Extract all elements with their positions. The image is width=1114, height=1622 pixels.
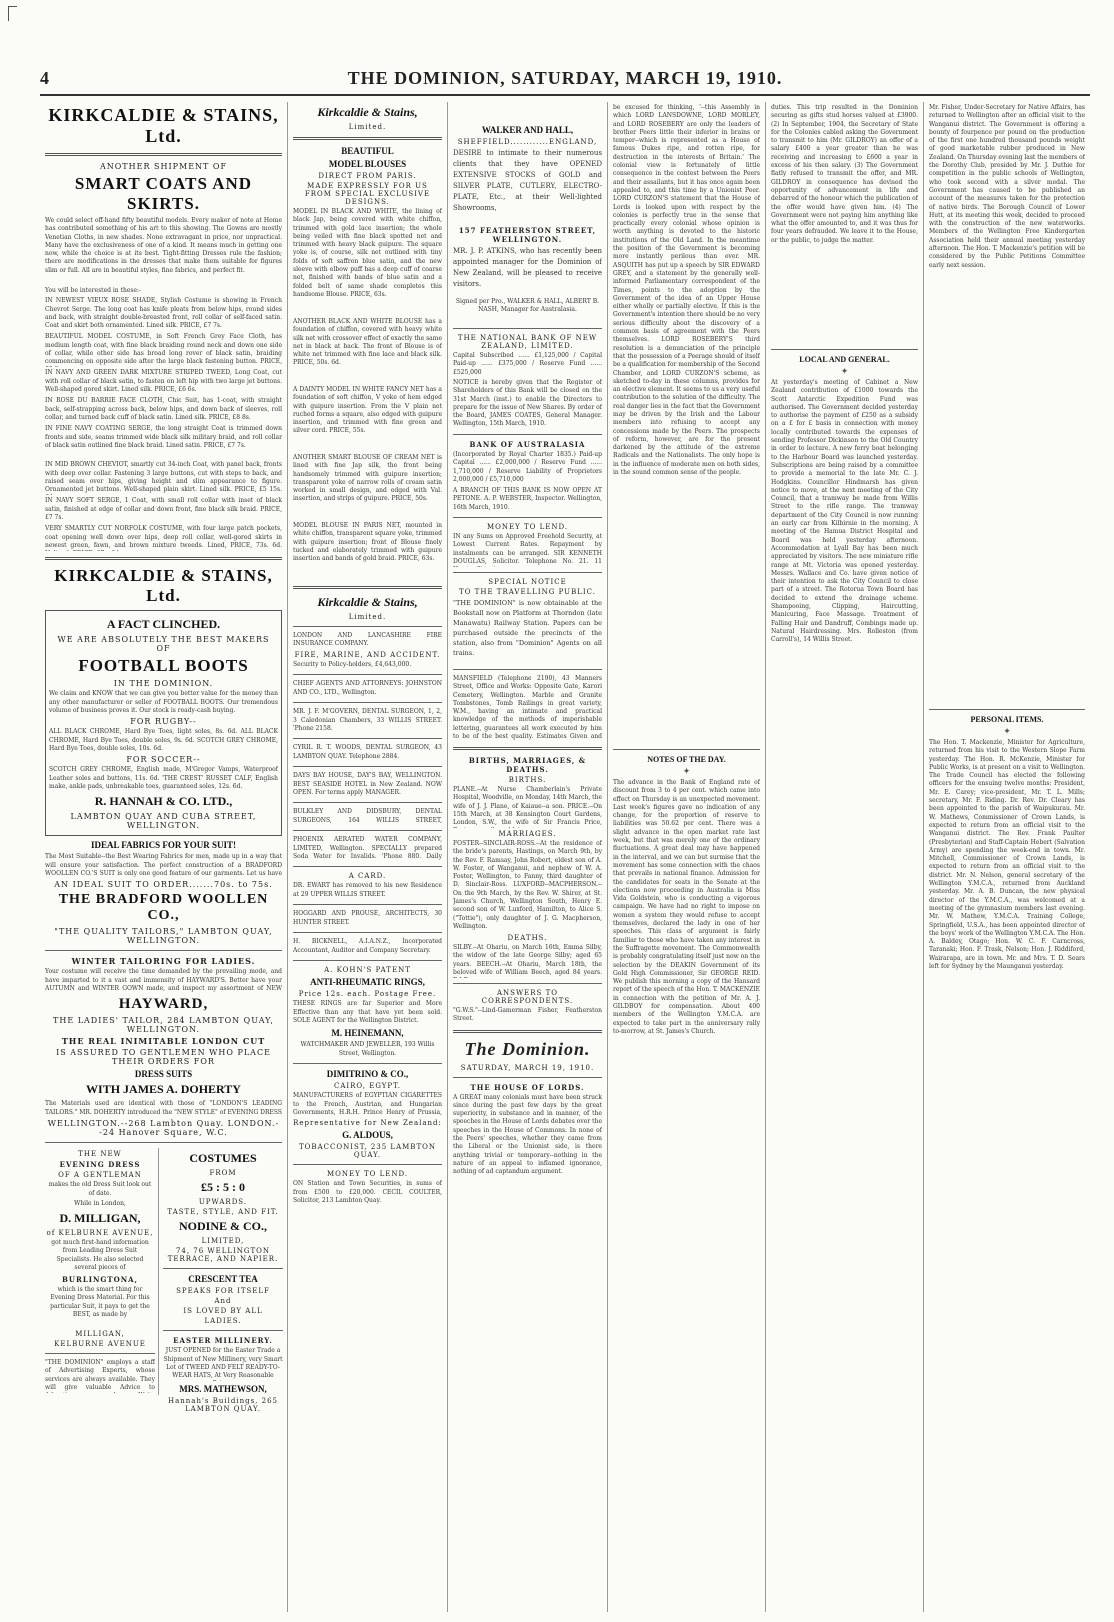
- mansfield-ad: MANSFIELD (Telephone 2190), 43 Manners Street, Office and Works: Opposite Gate, Karori Cemetery, Wellington. Marble and Granite Tombstones, Tomb Railings in great variety, W.M., having an intimate and practical knowledge of the methods of imperishable lettering, guarantees all work executed by him to be of the best quality. Estimates Given and: [453, 675, 602, 741]
- football-boots-title: FOOTBALL BOOTS: [78, 656, 249, 676]
- dominion-note: "THE DOMINION" employs a staff of Advertising Experts, whose services are always available. They will give valuable Advice to: [45, 1359, 155, 1392]
- milligan-line: While in London,: [74, 1199, 126, 1207]
- divider: [453, 669, 602, 670]
- fabrics-price: AN IDEAL SUIT TO ORDER.......70s. to 75s.: [54, 880, 273, 890]
- coat-item: VERY SMARTLY CUT NORFOLK COSTUME, with four large patch pockets, coat opening well down over hips, deep roll collar, well-gored skirts in newest green, fawn, and brown mixture tweeds. Lined, PRICE, 73s. 6d.: [45, 525, 282, 549]
- mathewson-address: Hannah's Buildings, 265 LAMBTON QUAY.: [168, 1397, 278, 1414]
- classified-ad: TOBACCONIST, 235 LAMBTON QUAY.: [299, 1143, 436, 1160]
- milligan-brand-2: MILLIGAN,: [75, 1330, 125, 1339]
- classified-ad: MANUFACTURERS of EGYPTIAN CIGARETTES to the French, Austrian, and Hungarian Governments, H.R.H. Prince Henry of Prussia,: [293, 1092, 442, 1116]
- coats-intro: We could select off-hand fifty beautiful models. Every maker of note at Home has contributed something of his art to this showing. The Gowns are mostly Venetian Cloths, in new shades. None extravagant in price, nor unpractical. Many have the exclusiveness of one of a kind. It means much in getting one now, while the choice is at its best. Tight-fitting Dresses rule the fashion; there are modifications in the dresses that make them suitable for figures slim or full. All are in beautiful styles, fine fabrics, and perfect fit.: [45, 217, 282, 274]
- kelburne-avenue: KELBURNE AVENUE: [54, 1340, 146, 1349]
- walker-signed: Signed per Pro., WALKER & HALL, ALBERT B. NASH, Manager for Australasia.: [455, 298, 600, 314]
- aldous: G. ALDOUS,: [342, 1130, 393, 1141]
- kirkcaldie-brand-2: KIRKCALDIE & STAINS, Ltd.: [54, 566, 273, 606]
- coat-item: IN NAVY SOFT SERGE, 1 Coat, with small roll collar with inset of black satin, finished at edge of collar and down front, fine black silk braid. PRICE, £7 7s.: [45, 497, 282, 521]
- divider: [453, 434, 602, 435]
- classified-ad: Price 12s. each. Postage Free.: [298, 990, 437, 999]
- ornament: ✦: [1003, 727, 1011, 737]
- costumes-price: £5 : 5 : 0: [201, 1180, 245, 1195]
- column-2: [288, 102, 448, 1612]
- doherty-brand: WITH JAMES A. DOHERTY: [86, 1082, 241, 1097]
- divider: [163, 1330, 283, 1331]
- divider: [453, 983, 602, 984]
- classified-ad: A. KOHN'S PATENT: [324, 966, 411, 975]
- dimitrino: DIMITRINO & CO.,: [326, 1069, 409, 1080]
- bank-notice: NOTICE is hereby given that the Register of Shareholders of this Bank will be closed on the 31st March (inst.) to enable the Directors to prepare for the issue of New Shares. By order of the Board, JAMES COATES, General Manager. Wellington, 15th March, 1910.: [453, 379, 602, 428]
- divider: [453, 747, 602, 750]
- rugby-items: ALL BLACK CHROME, Hard Bye Toes, light soles, 8s. 6d. ALL BLACK CHROME, Hard Bye Toes, double soles, 9s. 6d. SCOTCH GREY CHROME, Hard Bye Toes, double soles, 10s. 6d.: [49, 728, 278, 752]
- walker-text-2: MR. J. P. ATKINS, who has recently been appointed manager for the Dominion of New Zealand, will be pleased to receive visitors.: [453, 247, 602, 288]
- hayward-sub: THE LADIES' TAILOR, 284 LAMBTON QUAY, WELLINGTON.: [53, 1016, 274, 1035]
- money-text: IN any Sums on Approved Freehold Security, at Lowest Current Rates. Repayment by instalments can be arranged. SIR KENNETH DOUGLAS, Solicitor. Telephone No. 21. 11: [453, 533, 602, 565]
- marriages-head: MARRIAGES.: [498, 830, 557, 838]
- football-boots-ad: [45, 610, 282, 836]
- bank-of-australasia: BANK OF AUSTRALASIA: [469, 440, 586, 449]
- bmd-title: BIRTHS, MARRIAGES, & DEATHS.: [468, 756, 587, 774]
- divider: [293, 932, 442, 933]
- divider: [453, 572, 602, 573]
- fact-sub: WE ARE ABSOLUTELY THE BEST MAKERS OF: [57, 635, 270, 654]
- bradford-sub: "THE QUALITY TAILORS," LAMBTON QUAY, WELLINGTON.: [54, 927, 273, 946]
- divider: [45, 1353, 155, 1354]
- kirkcaldie-brand: KIRKCALDIE & STAINS, Ltd.: [48, 105, 279, 146]
- kirkcaldie-script-2: Kirkcaldie & Stains,: [317, 595, 418, 609]
- notes-of-the-day-title: NOTES OF THE DAY.: [647, 755, 726, 764]
- divider: [45, 1142, 282, 1143]
- classified-ad: THESE RINGS are far Superior and More Effective than any that have yet been sold. SOLE AGENT for the Wellington District.: [293, 1000, 442, 1024]
- fabrics-title: IDEAL FABRICS FOR YOUR SUIT!: [90, 840, 237, 851]
- classified-ad: HOGGARD AND PROUSE, ARCHITECTS, 30 HUNTER STREET.: [293, 910, 442, 926]
- page-number: 4: [40, 68, 49, 88]
- special-text: "THE DOMINION" is now obtainable at the Bookstall now on Platform at Thorndon (late Manawatu) Railway Station. Papers can be purchased outside the precincts of the station, also from "Dominion" Agents on all trains.: [453, 599, 602, 657]
- divider: [453, 328, 602, 329]
- hayward-brand: HAYWARD,: [118, 996, 209, 1013]
- smart-coats-headline: SMART COATS AND SKIRTS.: [74, 174, 253, 213]
- divider: [293, 702, 442, 703]
- divider: [771, 349, 918, 350]
- branch-notice: A BRANCH OF THIS BANK IS NOW OPEN AT PETONE. A. P. WEBSTER, Inspector. Wellington, 16th March, 1910.: [453, 487, 602, 511]
- walker-hall: WALKER AND HALL,: [481, 125, 574, 135]
- coat-item: IN FINE NAVY COATING SERGE, the long straight Coat is trimmed down fronts and side, seams trimmed wide black silk military braid, and roll collar of black satin outlined fine black braid. Lined satin. PRICE, £7 7s.: [45, 425, 282, 449]
- column-3: [448, 102, 608, 1612]
- crescent-tea: CRESCENT TEA: [188, 1274, 258, 1285]
- classified-ad: BULKLEY AND DIDSBURY, DENTAL SURGEONS, 164 WILLIS STREET,: [293, 808, 442, 824]
- walker-text: DESIRE to intimate to their numerous clients that they have OPENED EXTENSIVE STOCKS of GOLD and SILVER PLATE, CUTLERY, ELECTRO-PLATE, Etc., at their Well-lighted Showrooms,: [453, 149, 602, 212]
- notes-of-the-day-text: The advance in the Bank of England rate of discount from 3 to 4 per cent. which came into effect on Thursday is an unexpected movement. Last week's figures gave no indication of any change, for the proportion of reserve to liabilities was 50.62 per cent. There was a slight advance in the open market rate last week, but that was merely one of the ordinary fluctuations. A great deal may have happened in the interval, and we can but surmise that the movement has some connection with the chaos that prevails in national finance. Admission for the candidates for seats in the Senate at the elections now proceeding in Australia is Miss Vida Goldstein, who is conducting a vigorous campaign. We have had no right to impose on women a system they would refuse to accept themselves, declared the lady in one of her speeches. This class of argument is fairly familiar to those who have taken any interest in the Suffragette movement. The Commonwealth is probably congratulating itself just now on the selection by the DEAKIN Government of its Gold High Commissioner, Sir GEORGE REID. We publish this morning a copy of the Hansard report of the speech of the Hon. T. MACKENZIE in connection with the petition of Mr. A. J. GILDBOY for compensation. About 400 members of the Wellington Y.M.C.A. are expected to take part in the anniversary rally to-morrow, at St. James's Church.: [613, 779, 760, 1035]
- divider: [293, 738, 442, 739]
- london-cut-sub: IS ASSURED TO GENTLEMEN WHO PLACE THEIR ORDERS FOR: [56, 1048, 271, 1067]
- classified-ad: CAIRO, EGYPT.: [333, 1082, 401, 1091]
- mathewson-brand: MRS. MATHEWSON,: [179, 1384, 267, 1395]
- coat-item: IN NEWEST VIEUX ROSE SHADE, Stylish Costume is showing in French Chevrot Serge. The long coat has knife pleats from below hips, round sides and back, with straight double-breasted front, roll collar of self-faced satin. Coat and skirt both ornamented. Lined silk. PRICE, £7 7s.: [45, 297, 282, 330]
- ornament: ✦: [682, 767, 691, 777]
- special-sub: TO THE TRAVELLING PUBLIC.: [459, 588, 596, 596]
- classified-ad: CYRIL R. T. WOODS, DENTAL SURGEON, 43 LAMBTON QUAY. Telephone 2884.: [293, 744, 442, 760]
- house-of-lords-title: THE HOUSE OF LORDS.: [470, 1082, 585, 1092]
- classified-ad: Security to Policy-holders, £4,643,000.: [293, 661, 412, 668]
- ornament: ✦: [840, 367, 849, 377]
- bank-capital: Capital Subscribed ...... £1,125,000 / Capital Paid-up ...... £375,000 / Reserve Fund ...... £525,000: [453, 352, 602, 376]
- doherty-address: WELLINGTON.--268 Lambton Quay. LONDON.--24 Hanover Square, W.C.: [47, 1119, 280, 1138]
- limited-2: Limited.: [348, 613, 387, 621]
- burlington-text: which is the smart thing for Evening Dress Material. For this particular Suit, it pays to get the BEST, as made by: [50, 1286, 150, 1319]
- deaths-text: SILBY.--At Ohariu, on March 16th, Emma Silby, the widow of the late George Silby; aged 65 years. BEECH.--At Ohariu, March 18th, the beloved wife of William Beech, aged 84 years.: [453, 944, 602, 976]
- local-and-general-title: LOCAL AND GENERAL.: [799, 355, 890, 364]
- crescent-line: IS LOVED BY ALL: [183, 1307, 263, 1316]
- divider: [293, 766, 442, 767]
- dominion-nameplate: The Dominion.: [464, 1038, 591, 1059]
- divider: [613, 749, 760, 750]
- deaths-head: DEATHS.: [507, 934, 548, 942]
- bradford-brand: THE BRADFORD WOOLLEN CO.,: [58, 892, 269, 924]
- easter-text: JUST OPENED for the Easter Trade a Shipment of New Millinery, very Smart Lot of TWEED AND FELT READY-TO-WEAR HATS, At Very Reasonable: [163, 1347, 283, 1380]
- nodine-ltd: LIMITED,: [201, 1237, 245, 1246]
- nodine-brand: NODINE & CO.,: [178, 1219, 267, 1234]
- boots-text: We claim and KNOW that we can give you better value for the money than any other manufacturer or seller of FOOTBALL BOOTS. Our tremendous volume of business proves it. Our stock is ready-cash buying.: [49, 690, 278, 714]
- divider: [45, 557, 282, 560]
- nodine-address: 74, 76 WELLINGTON TERRACE, AND NAPIER.: [167, 1247, 279, 1264]
- leader-continued: be excused for thinking, '--this Assembly in which LORD LANSDOWNE, LORD MORLEY, and LORD ROSEBERY are only the leaders of brother Peers little their inferior in brains or temper--which is represented as a House of famous Dukes ripe, and rotten ripe, for destruction in the interests of Britain.' The colonial view is fortunately of little consequence in the contest between the Peers and their assailants, but it has once again been appealed to, and this time by a Unionist Peer. LORD CURZON'S statement that the House of Lords is looked upon with respect by the colonies is perfectly true in the sense that practically every colonial whose opinion is worth anything is devoted to the historic institutions of the Old Land. In the meantime the position of the Government is becoming more instantly perilous than ever. MR. ASQUITH has put up a speech by SIR EDWARD GREY, and a statement by the generally well-informed Parliamentary correspondent of the Times, points to the adoption by the Government of the idea of an Upper House either wholly or partially elective. If this is the Government's intention there should be no very serious difficulty about the discovery of a common basis of agreement with the Peers themselves. LORD ROSEBERY'S third resolution is a denunciation of the principle that the possession of a Peerage should of itself be a qualification for membership of the Second Chamber, and LORD CURZON'S scheme, as sketched to-day in these columns, provides for an elective element. It seems to us a very useful contribution to the solution of the difficulty. The real danger lies in the fact that the Government may be driven by the Irish and the Labour members into refusing to accept any concessions made by the Peers. The prospects of reform, however, are for the present darkened by the attitude of the extreme Radicals and the Nationalists. The only hope is in the influence of moderate men on both sides, in the sound common sense of the people.: [613, 104, 760, 477]
- costumes-title: COSTUMES: [189, 1151, 257, 1166]
- coats-list-intro: You will be interested in these:-: [45, 287, 142, 294]
- divider: [293, 137, 442, 140]
- milligan-ad: [45, 1148, 159, 1395]
- easter-millinery: EASTER MILLINERY.: [173, 1336, 273, 1346]
- classified-ad: DR. EWART has removed to his new Residence at 29 UPPER WILLIS STREET.: [293, 882, 442, 898]
- classified-ad: Representative for New Zealand:: [293, 1119, 442, 1128]
- classified-ad: PHOENIX AERATED WATER COMPANY, LIMITED, Wellington. SPECIALLY prepared Soda Water for Invalids. 'Phone 880. Daily: [293, 836, 442, 860]
- classified-ad: CHIEF AGENTS AND ATTORNEYS: JOHNSTON AND CO., LTD., Wellington.: [293, 680, 442, 696]
- divider: [293, 1063, 442, 1064]
- crescent-line: LADIES.: [204, 1317, 242, 1326]
- notes-continued: duties. This trip resulted in the Dominion securing as gifts stud horses valued at £3900. (2) In September, 1904, the Secretary of State for the Colonies cabled asking the Government to transmit to him (Mr. GILDROY) an offer of a salary £400 a year greater than he was receiving and increasing to £600 a year in excess of his then salary. (3) The Government flatly refused to transmit the offer, and MR. GILDROY in consequence has devised the opportunity of advancement in life and debarred of the honour which the publication of the offer would have given him. (4) The Government were not paying him anything like what the offer amounted to, and it was thus for four years defrauded. We leave it to the House, or the public, to judge the matter.: [771, 104, 918, 244]
- local-and-general-text: At yesterday's meeting of Cabinet a New Zealand contribution of £1000 towards the Scott Antarctic Expedition Fund was authorised. The Government decided yesterday to authorise the payment of £250 as a subsidy on a £ for £ basis in connection with money locally contributed towards the expenses of sending Professor Dickinson to the Old Country in order to lecture. A new ferry boat belonging to the Harbour Board was launched yesterday. Subscriptions are being raised by a committee to provide a memorial to the late Mr. C. J. Hodgkins. Councillor Hindmarsh has given notice to move, at the next meeting of the City Council, that a tramway be made from Willis Street to the rifle range. The tramway department of the City Council is now running an early car from Kilbirnie in the morning. A meeting of the Hamua District Hospital and Board was held yesterday afternoon. Accommodation at Lyall Bay has been much appreciated by visitors. The new miniature rifle range at Mt. Victoria was opened yesterday. Messrs. Wallace and Co. have given notice of their intention to ask the City Council to close part of a street. The Rotorua Town Board has decided to extend the drainage scheme. Shampooing, Clipping, Haircutting, Manicuring, Face Massage. Treatment of Falling Hair and Dandruff, Combings made up. Natural Hairdressing. Mrs. Rolleston (from Carroll's), 14 Willis Street.: [771, 379, 918, 644]
- column-1: [40, 102, 288, 1612]
- column-6: [924, 102, 1090, 1612]
- column-4: [608, 102, 766, 1612]
- divider: [293, 802, 442, 803]
- hannah-brand: R. HANNAH & CO. LTD.,: [94, 794, 233, 809]
- classified-ad: H. BICKNELL, A.I.A.N.Z., Incorporated Accountant, Auditor and Company Secretary.: [293, 938, 442, 954]
- burlington: BURLINGTONA,: [62, 1275, 138, 1285]
- costumes-upwards: UPWARDS.: [198, 1198, 248, 1207]
- divider: [453, 1030, 602, 1033]
- walker-location: SHEFFIELD............ENGLAND,: [457, 138, 598, 146]
- classified-ad: A CARD.: [348, 872, 387, 881]
- births-text: PLANE.--At Nurse Chamberlain's Private Hospital, Woodville, on Monday, 14th March, the wife of J. J. Plane, of Kaiaue--a son. PRICE.--On 15th March, at 38 Kensington Court Gardens, London, S.W., the wife of Sir Francis Price,: [453, 786, 602, 827]
- london-cut: THE REAL INIMITABLE LONDON CUT: [61, 1036, 266, 1047]
- costumes-from: FROM: [209, 1169, 237, 1178]
- newspaper-title: THE DOMINION, SATURDAY, MARCH 19, 1910.: [347, 68, 783, 88]
- hannah-address: LAMBTON QUAY AND CUBA STREET, WELLINGTON.: [70, 812, 257, 831]
- milligan-line: EVENING DRESS: [59, 1160, 141, 1170]
- local-continued: Mr. Fisher, Under-Secretary for Native Affairs, has returned to Wellington after an official visit to the Wanganui district. The Government is offering a bounty of fourpence per pound on the production of the first one hundred thousand pounds weight of good marketable rubber produced in New Zealand. On Thursday evening last the members of the Dorothy Club, presided by Mr. J. Duthie for competition in the public schools of Wellington, who took second with a silver medal. The Government has caused to be published an account of the measures taken for the protection of native birds. The Borough Council of Lower Hutt, at its meeting this week, decided to proceed with the construction of the new waterworks. Members of the Wellington Free Kindergarten Association held their annual meeting yesterday afternoon. The Hon. T. Mackenzie's petition will be considered by the Public Petitions Committee early next session.: [929, 104, 1085, 269]
- coat-item: IN MID BROWN CHEVIOT, smartly cut 34-inch Coat, with panel back, fronts with deep over collar. Fastening 3 large buttons, cut with steps to back, and raised seam over hips, giving height and slim appearance to figure. Ornamented jet buttons. Well-shaped plain skirt. Lined silk. PRICE, £5 15s.: [45, 461, 282, 494]
- personal-items-text: The Hon. T. Mackenzie, Minister for Agriculture, returned from his visit to the Western Slope Farm yesterday. The Hon. R. McKenzie, Minister for Public Works, is at present on a visit to Wellington. The Trade Council has elected the following officers for the ensuing twelve months: President, Mr. E. Carey; vice-president, Mr. T. L. Mills; secretary, Mr. F. Riding. Dr. Rev. Dr. Cleary has been appointed to the parish of Waipukurau. Mr. W. Mathews, Commissioner of Crown Lands, is expected to return from an official visit to the Wanganui district. The Rev. Frank Paulter (Presbyterian) and Staff-Captain Hebert (Salvation Army) are spending the week-end in town. Mr. Mitchell, Commissioner of Crown Lands, is expected to return from an official visit to the district. Mr. N. Nelson, general secretary of the Wellington Y.M.C.A., returned from Auckland yesterday. Mr. A. B. Duncan, the new physical director of the Y.M.C.A., was welcomed at a meeting of the gymnasium members last evening. Mr. W. Mathew, Y.M.C.A. Training College, Springfield, U.S.A., has been appointed director of the boys' work of the Wellington Y.M.C.A. The Hon. A. Baldey, Otago; Hon. W. C. F. Carncross, Taranaki; Hon. F. Trask, Nelson; Hon. J. Riddiford, Wairarapa, are in town. Mr. and Mrs. T. D. Sears left for Sydney by the Maunganui yesterday.: [929, 739, 1085, 971]
- boots-sub: IN THE DOMINION.: [113, 679, 214, 689]
- milligan-line: makes the old Dress Suit look out of date.: [48, 1181, 152, 1197]
- masthead: [40, 68, 1090, 96]
- blouse-item: MODEL BLOUSE IN PARIS NET, mounted in white chiffon, transparent square yoke, trimmed with guipure insertion; front of Blouse finely tucked and elaborately trimmed with guipure insertion and bands of gold braid. PRICE, 63s.: [293, 522, 442, 563]
- money-to-lend: MONEY TO LEND.: [486, 523, 569, 531]
- bottom-ads: [45, 1148, 282, 1448]
- made-expressly: MADE EXPRESSLY FOR US FROM SPECIAL EXCLUSIVE DESIGNS.: [304, 182, 431, 206]
- direct-from-paris: DIRECT FROM PARIS.: [318, 172, 417, 180]
- limited: Limited.: [348, 123, 387, 131]
- classified-ad: DAYS BAY HOUSE, DAY'S BAY, WELLINGTON. BEST SEASIDE HOTEL in New Zealand. NOW OPEN. For terms apply MANAGER.: [293, 772, 442, 796]
- special-notice: SPECIAL NOTICE: [488, 578, 567, 586]
- milligan-line: THE NEW: [78, 1150, 122, 1159]
- classified-ad: WATCHMAKER AND JEWELLER, 193 Willis Street, Wellington.: [300, 1041, 435, 1057]
- blouse-item: MODEL IN BLACK AND WHITE, the lining of black Jap, being covered with white chiffon, trimmed with gold lace insertion; the whole being veiled with fine black spotted net and trimmed with heavy black guipure. The square yoke is, of course, silk net outlined with tiny folds of soft saffron blue satin, and the new sleeve with elbow puff has a deep cuff of coarse net, finished with bands of blue satin and a folded belt of same shade completes this handsome Blouse. PRICE, 63s.: [293, 208, 442, 298]
- marriages-text: FOSTER--SINCLAIR-ROSS.--At the residence of the bride's parents, Hastings, on March 9th, by the Rev. F. Ramsay, John Robert, eldest son of A. W. Foster, of Wanganui, and nephew of W. A. Foster, Wellington, to Fanny, third daughter of D. Sinclair-Ross. LUXFORD--MACPHERSON.--On the 9th March, by the Rev. W. Shirer, at St. James's Church, Wellington South, Henry E. second son of W. Luxford, Hamilton, to Alice S. ("Tottie"), only daughter of J. G. Macpherson, Wellington.: [453, 840, 602, 930]
- blouse-item: ANOTHER SMART BLOUSE OF CREAM NET is lined with fine Jap silk, the front being handsomely trimmed with guipure insertion; transparent yoke of narrow rolls of cream satin worked in small design, and edged with Val. insertion, and strips of guipure. PRICE, 50s.: [293, 454, 442, 503]
- fact-title: A FACT CLINCHED.: [106, 617, 221, 632]
- right-bottom-ads: [163, 1148, 283, 1415]
- house-of-lords-text: A GREAT many colonials must have been struck since during the past few days by the great superiority, in substance and in manner, of the speeches in the House of Lords debates over the speeches in the House of Commons. In none of the Peers' speeches, whether they came from the Liberal or the Unionist side, is there anything trivial or temporary--nothing in the nature of an appeal to inflamed ignorance, nothing of ad captandum argument.: [453, 1093, 602, 1176]
- answers-head: ANSWERS TO CORRESPONDENTS.: [481, 989, 574, 1005]
- australasia-text: (Incorporated by Royal Charter 1835.) Paid-up Capital ...... £2,000,000 / Reserve Fund ...... 1,710,000 / Reserve Liability of Proprietors 2,000,000 / £5,710,000: [453, 451, 602, 483]
- blouse-item: ANOTHER BLACK AND WHITE BLOUSE has a foundation of chiffon, covered with heavy white silk net with crossover effect of exactly the same net in black at back. The front of Blouse is of white net trimmed with fine lace and black silk. PRICE, 50s. 6d.: [293, 318, 442, 367]
- answers-text: "G.W.S."--Lind-Gamerman Fisher, Featherston Street.: [453, 1007, 602, 1023]
- column-5: [766, 102, 924, 1612]
- milligan-brand: D. MILLIGAN,: [59, 1211, 141, 1226]
- soccer-items: SCOTCH GREY CHROME, English made, M'Gregor Vamps, Waterproof Leather soles and buttons, 11s. 6d. 'THE CREST' RUSSET CALF, English make, ankle pads, unbreakable toes, guaranteed soles, 12s. 6d.: [49, 766, 278, 790]
- dress-suits: DRESS SUITS: [134, 1069, 193, 1080]
- costumes-taste: TASTE, STYLE, AND FIT.: [167, 1208, 279, 1217]
- divider: [453, 1077, 602, 1078]
- classified-ad: MR. J. F. M'GOVERN, DENTAL SURGEON, 1, 2, 3 Caledonian Chambers, 33 WILLIS STREET. 'Phone 2158.: [293, 708, 442, 732]
- divider: [293, 904, 442, 905]
- divider: [293, 1164, 442, 1165]
- blouse-item: A DAINTY MODEL IN WHITE FANCY NET has a foundation of soft chiffon, V yoke of hem edged with guipure insertion. From the V plain net ruched forms a square, also edged with guipure insertion, and trimmed with fine green and silver cord. PRICE, 55s.: [293, 386, 442, 435]
- divider: [293, 830, 442, 831]
- divider: [45, 950, 282, 951]
- walker-address: 157 FEATHERSTON STREET, WELLINGTON.: [458, 226, 597, 244]
- crescent-line: SPEAKS FOR ITSELF: [176, 1287, 270, 1296]
- winter-text: Your costume will receive the time demanded by the prevailing mode, and have imparted to it a vast and immensity of HAYWARD'S. Better have your AUTUMN and WINTER GOWN made, and inspect my assortment of NEW: [45, 968, 282, 992]
- coat-item: IN NAVY AND GREEN DARK MIXTURE STRIPED TWEED, Long Coat, cut with roll collar of black satin, to fasten on left hip with two large jet buttons. Well-shaped gored skirt. Lined silk. PRICE, £6 6s.: [45, 369, 282, 393]
- shipment-subtitle: ANOTHER SHIPMENT OF: [99, 162, 228, 171]
- divider: [453, 517, 602, 518]
- births-head: BIRTHS.: [508, 776, 547, 784]
- classified-ad: FIRE, MARINE, AND ACCIDENT.: [294, 651, 441, 659]
- fabrics-text: The Most Suitable--the Best Wearing Fabrics for men, made up in a way that will ensure your satisfaction. The perfect construction of a BRADFORD WOOLLEN CO.'S SUIT is only one good feature of our garments. Let us have: [45, 853, 282, 877]
- model-blouses: MODEL BLOUSES: [328, 159, 407, 169]
- milligan-sub: of KELBURNE AVENUE,: [46, 1229, 154, 1238]
- personal-items-title: PERSONAL ITEMS.: [970, 715, 1044, 724]
- national-bank: THE NATIONAL BANK OF NEW ZEALAND, LIMITED.: [457, 334, 598, 350]
- crop-mark: [8, 6, 17, 21]
- winter-title: WINTER TAILORING FOR LADIES.: [71, 956, 256, 967]
- doherty-text: The Materials used are identical with those of "LONDON'S LEADING TAILORS." MR. DOHERTY introduced the "NEW STYLE" of EVENING DRESS: [45, 1100, 282, 1116]
- heinemann: M. HEINEMANN,: [331, 1028, 404, 1039]
- crescent-line: And: [214, 1297, 232, 1306]
- milligan-line: OF A GENTLEMAN: [58, 1171, 142, 1180]
- soccer-head: FOR SOCCER--: [126, 755, 201, 765]
- rugby-head: FOR RUGBY--: [130, 717, 197, 727]
- divider: [293, 866, 442, 867]
- classified-ad: ON Station and Town Securities, in sums of from £500 to £20,000. CECIL COULTER, Solicitor, 213 Lambton Quay.: [293, 1180, 442, 1204]
- divider: [293, 626, 442, 627]
- divider: [293, 586, 442, 589]
- classified-ad: MONEY TO LEND.: [326, 1170, 409, 1179]
- divider: [45, 153, 282, 156]
- beautiful: BEAUTIFUL: [341, 146, 394, 156]
- coat-item: IN ROSE DU BARRIE FACE CLOTH, Chic Suit, has 1-coat, with straight back, self-strapping across back, below hips, and down back of sleeves, roll collar, and turned back cuff of black satin. Lined silk. PRICE, £8 8s.: [45, 397, 282, 421]
- dominion-date: SATURDAY, MARCH 19, 1910.: [460, 1063, 595, 1072]
- divider: [293, 674, 442, 675]
- divider: [163, 1268, 283, 1269]
- anti-rheumatic-rings: ANTI-RHEUMATIC RINGS,: [310, 977, 425, 988]
- kirkcaldie-script: Kirkcaldie & Stains,: [317, 105, 418, 119]
- classified-ad: LONDON AND LANCASHIRE FIRE INSURANCE COMPANY.: [293, 632, 442, 648]
- milligan-text: got much first-hand information from Leading Dress Suit Specialists. He also selected several pieces of: [51, 1239, 149, 1272]
- coat-item: BEAUTIFUL MODEL COSTUME, in Soft French Grey Face Cloth, has medium length coat, with fine black braiding round neck and down one side of collar, while other side has broad long rover of black satin, braiding commencing on opposite side after the large black fastening button. PRICE,: [45, 333, 282, 366]
- divider: [929, 709, 1085, 710]
- divider: [293, 960, 442, 961]
